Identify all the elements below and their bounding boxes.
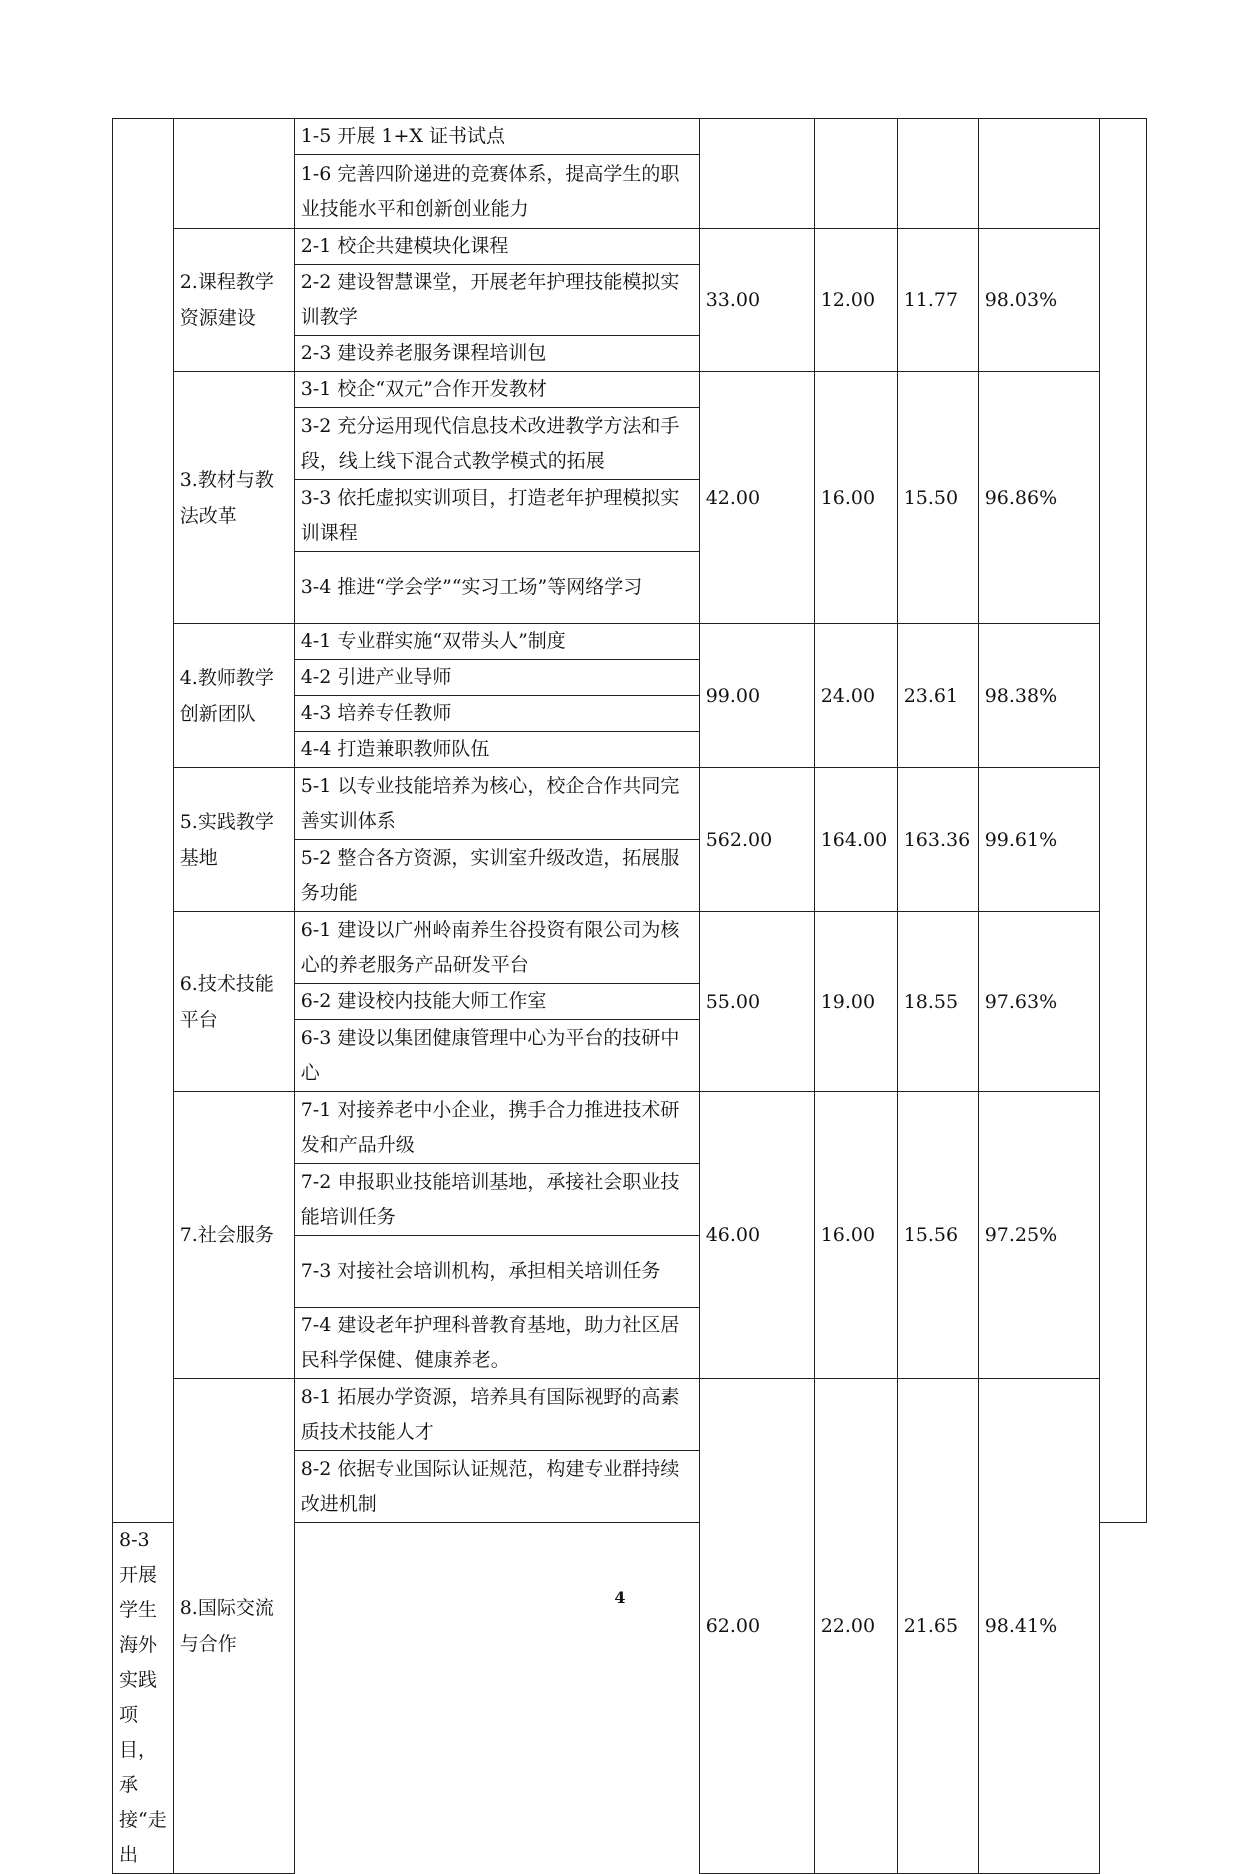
task-cell: 3-3 依托虚拟实训项目，打造老年护理模拟实训课程: [294, 480, 699, 552]
col2-value: 22.00: [814, 1379, 897, 1874]
rate-value: 96.86%: [978, 372, 1099, 624]
table-row: [113, 372, 1147, 408]
task-cell: 3-2 充分运用现代信息技术改进教学方法和手段，线上线下混合式教学模式的拓展: [294, 408, 699, 480]
task-cell: 5-2 整合各方资源，实训室升级改造，拓展服务功能: [294, 840, 699, 912]
task-cell: 8-3 开展学生海外实践项目，承接“走出: [113, 1523, 174, 1874]
rate-value: 97.25%: [978, 1092, 1099, 1379]
col3-value: 163.36: [897, 768, 978, 912]
category-name: 8.国际交流与合作: [173, 1379, 294, 1874]
budget-value: 62.00: [699, 1379, 814, 1874]
task-cell: 6-1 建设以广州岭南养生谷投资有限公司为核心的养老服务产品研发平台: [294, 912, 699, 984]
left-margin-cell: [113, 119, 174, 1523]
task-cell: 1-6 完善四阶递进的竞赛体系，提高学生的职业技能水平和创新创业能力: [294, 155, 699, 229]
col3-value: 18.55: [897, 912, 978, 1092]
budget-cell: [699, 119, 814, 229]
task-cell: 5-1 以专业技能培养为核心，校企合作共同完善实训体系: [294, 768, 699, 840]
rate-value: 98.41%: [978, 1379, 1099, 1874]
table-row: [113, 229, 1147, 265]
task-cell: 7-3 对接社会培训机构，承担相关培训任务: [294, 1236, 699, 1308]
col3-value: 23.61: [897, 624, 978, 768]
col3-value: 15.50: [897, 372, 978, 624]
category-name: 6.技术技能平台: [173, 912, 294, 1092]
page-number: 4: [614, 1588, 626, 1607]
col2-cell: [814, 119, 897, 229]
rate-value: 98.38%: [978, 624, 1099, 768]
task-cell: 2-1 校企共建模块化课程: [294, 229, 699, 265]
rate-cell: [978, 119, 1099, 229]
col2-value: 19.00: [814, 912, 897, 1092]
task-cell: 8-1 拓展办学资源，培养具有国际视野的高素质技术技能人才: [294, 1379, 699, 1451]
task-cell: 7-4 建设老年护理科普教育基地，助力社区居民科学保健、健康养老。: [294, 1308, 699, 1379]
rate-value: 99.61%: [978, 768, 1099, 912]
category-name: 7.社会服务: [173, 1092, 294, 1379]
task-cell: 8-2 依据专业国际认证规范，构建专业群持续改进机制: [294, 1451, 699, 1523]
col2-value: 16.00: [814, 372, 897, 624]
fund-execution-table: [112, 118, 1147, 1874]
col2-value: 12.00: [814, 229, 897, 372]
rate-value: 97.63%: [978, 912, 1099, 1092]
col2-value: 164.00: [814, 768, 897, 912]
category-name: 3.教材与教法改革: [173, 372, 294, 624]
col3-cell: [897, 119, 978, 229]
task-cell: 7-1 对接养老中小企业，携手合力推进技术研发和产品升级: [294, 1092, 699, 1164]
task-cell: 4-2 引进产业导师: [294, 660, 699, 696]
task-cell: 6-2 建设校内技能大师工作室: [294, 984, 699, 1020]
category-name: 2.课程教学资源建设: [173, 229, 294, 372]
task-cell: 4-1 专业群实施“双带头人”制度: [294, 624, 699, 660]
task-cell: 1-5 开展 1+X 证书试点: [294, 119, 699, 155]
col3-value: 11.77: [897, 229, 978, 372]
budget-value: 562.00: [699, 768, 814, 912]
category-name: 5.实践教学基地: [173, 768, 294, 912]
task-cell: 3-1 校企“双元”合作开发教材: [294, 372, 699, 408]
budget-value: 46.00: [699, 1092, 814, 1379]
task-cell: 4-4 打造兼职教师队伍: [294, 732, 699, 768]
task-cell: 6-3 建设以集团健康管理中心为平台的技研中心: [294, 1020, 699, 1092]
task-cell: 3-4 推进“学会学”“实习工场”等网络学习: [294, 552, 699, 624]
right-margin-cell: [1099, 119, 1146, 1523]
col3-value: 21.65: [897, 1379, 978, 1874]
rate-value: 98.03%: [978, 229, 1099, 372]
table-row: [113, 1092, 1147, 1164]
budget-value: 42.00: [699, 372, 814, 624]
col2-value: 24.00: [814, 624, 897, 768]
table-row: [113, 119, 1147, 155]
col2-value: 16.00: [814, 1092, 897, 1379]
task-cell: 2-3 建设养老服务课程培训包: [294, 336, 699, 372]
table-row: [113, 768, 1147, 840]
table-body: [113, 119, 1147, 1874]
col3-value: 15.56: [897, 1092, 978, 1379]
task-cell: 4-3 培养专任教师: [294, 696, 699, 732]
category-cell: [173, 119, 294, 229]
table-row: [113, 912, 1147, 984]
category-name: 4.教师教学创新团队: [173, 624, 294, 768]
budget-value: 99.00: [699, 624, 814, 768]
table-row: [113, 624, 1147, 660]
budget-value: 33.00: [699, 229, 814, 372]
task-cell: 2-2 建设智慧课堂，开展老年护理技能模拟实训教学: [294, 265, 699, 336]
task-cell: 7-2 申报职业技能培训基地，承接社会职业技能培训任务: [294, 1164, 699, 1236]
table-row: [113, 1379, 1147, 1451]
budget-value: 55.00: [699, 912, 814, 1092]
